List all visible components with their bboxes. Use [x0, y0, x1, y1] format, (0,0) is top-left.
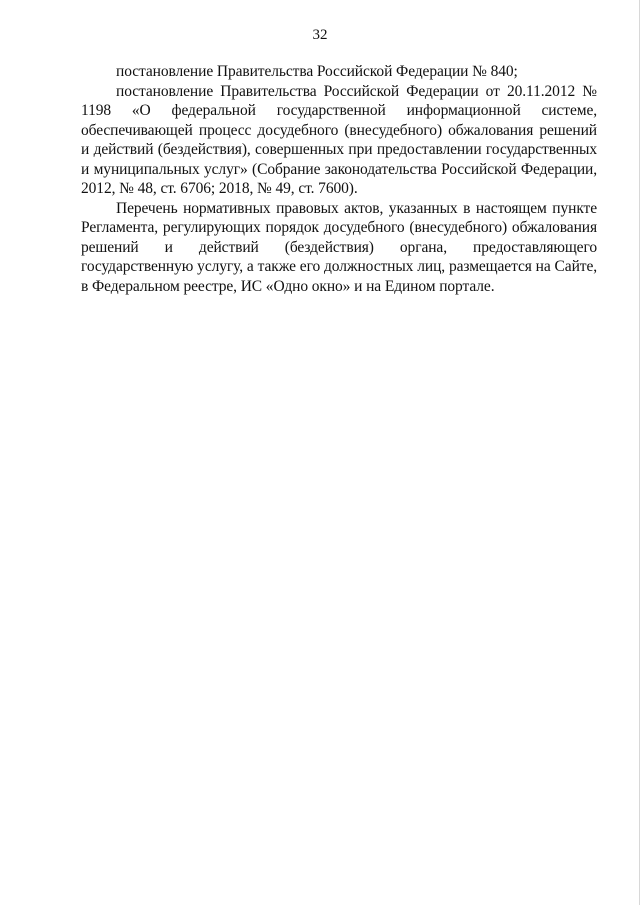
paragraph-decree-1198: постановление Правительства Российской Федерации от 20.11.2012 № 1198 «О федеральной государственной информационной системе, обеспечивающей процесс досудебного (внесудебного) обжалования решений и действий (бездействия), совершенных при предоставлении государственных и муниципальных услуг» (Собрание законодательства Российской Федерации, 2012, № 48, ст. 6706; 2018, № 49, ст. 7600).	[81, 82, 597, 197]
page-number: 32	[312, 27, 328, 43]
document-body	[81, 62, 597, 296]
paragraph-decree-840: постановление Правительства Российской Федерации № 840;	[116, 63, 518, 80]
paragraph-legal-acts-list: Перечень нормативных правовых актов, указанных в настоящем пункте Регламента, регулирующих порядок досудебного (внесудебного) обжалования решений и действий (бездействия) органа, предоставляющего государственную услугу, а также его должностных лиц, размещается на Сайте, в Федеральном реестре, ИС «Одно окно» и на Едином портале.	[81, 199, 597, 295]
